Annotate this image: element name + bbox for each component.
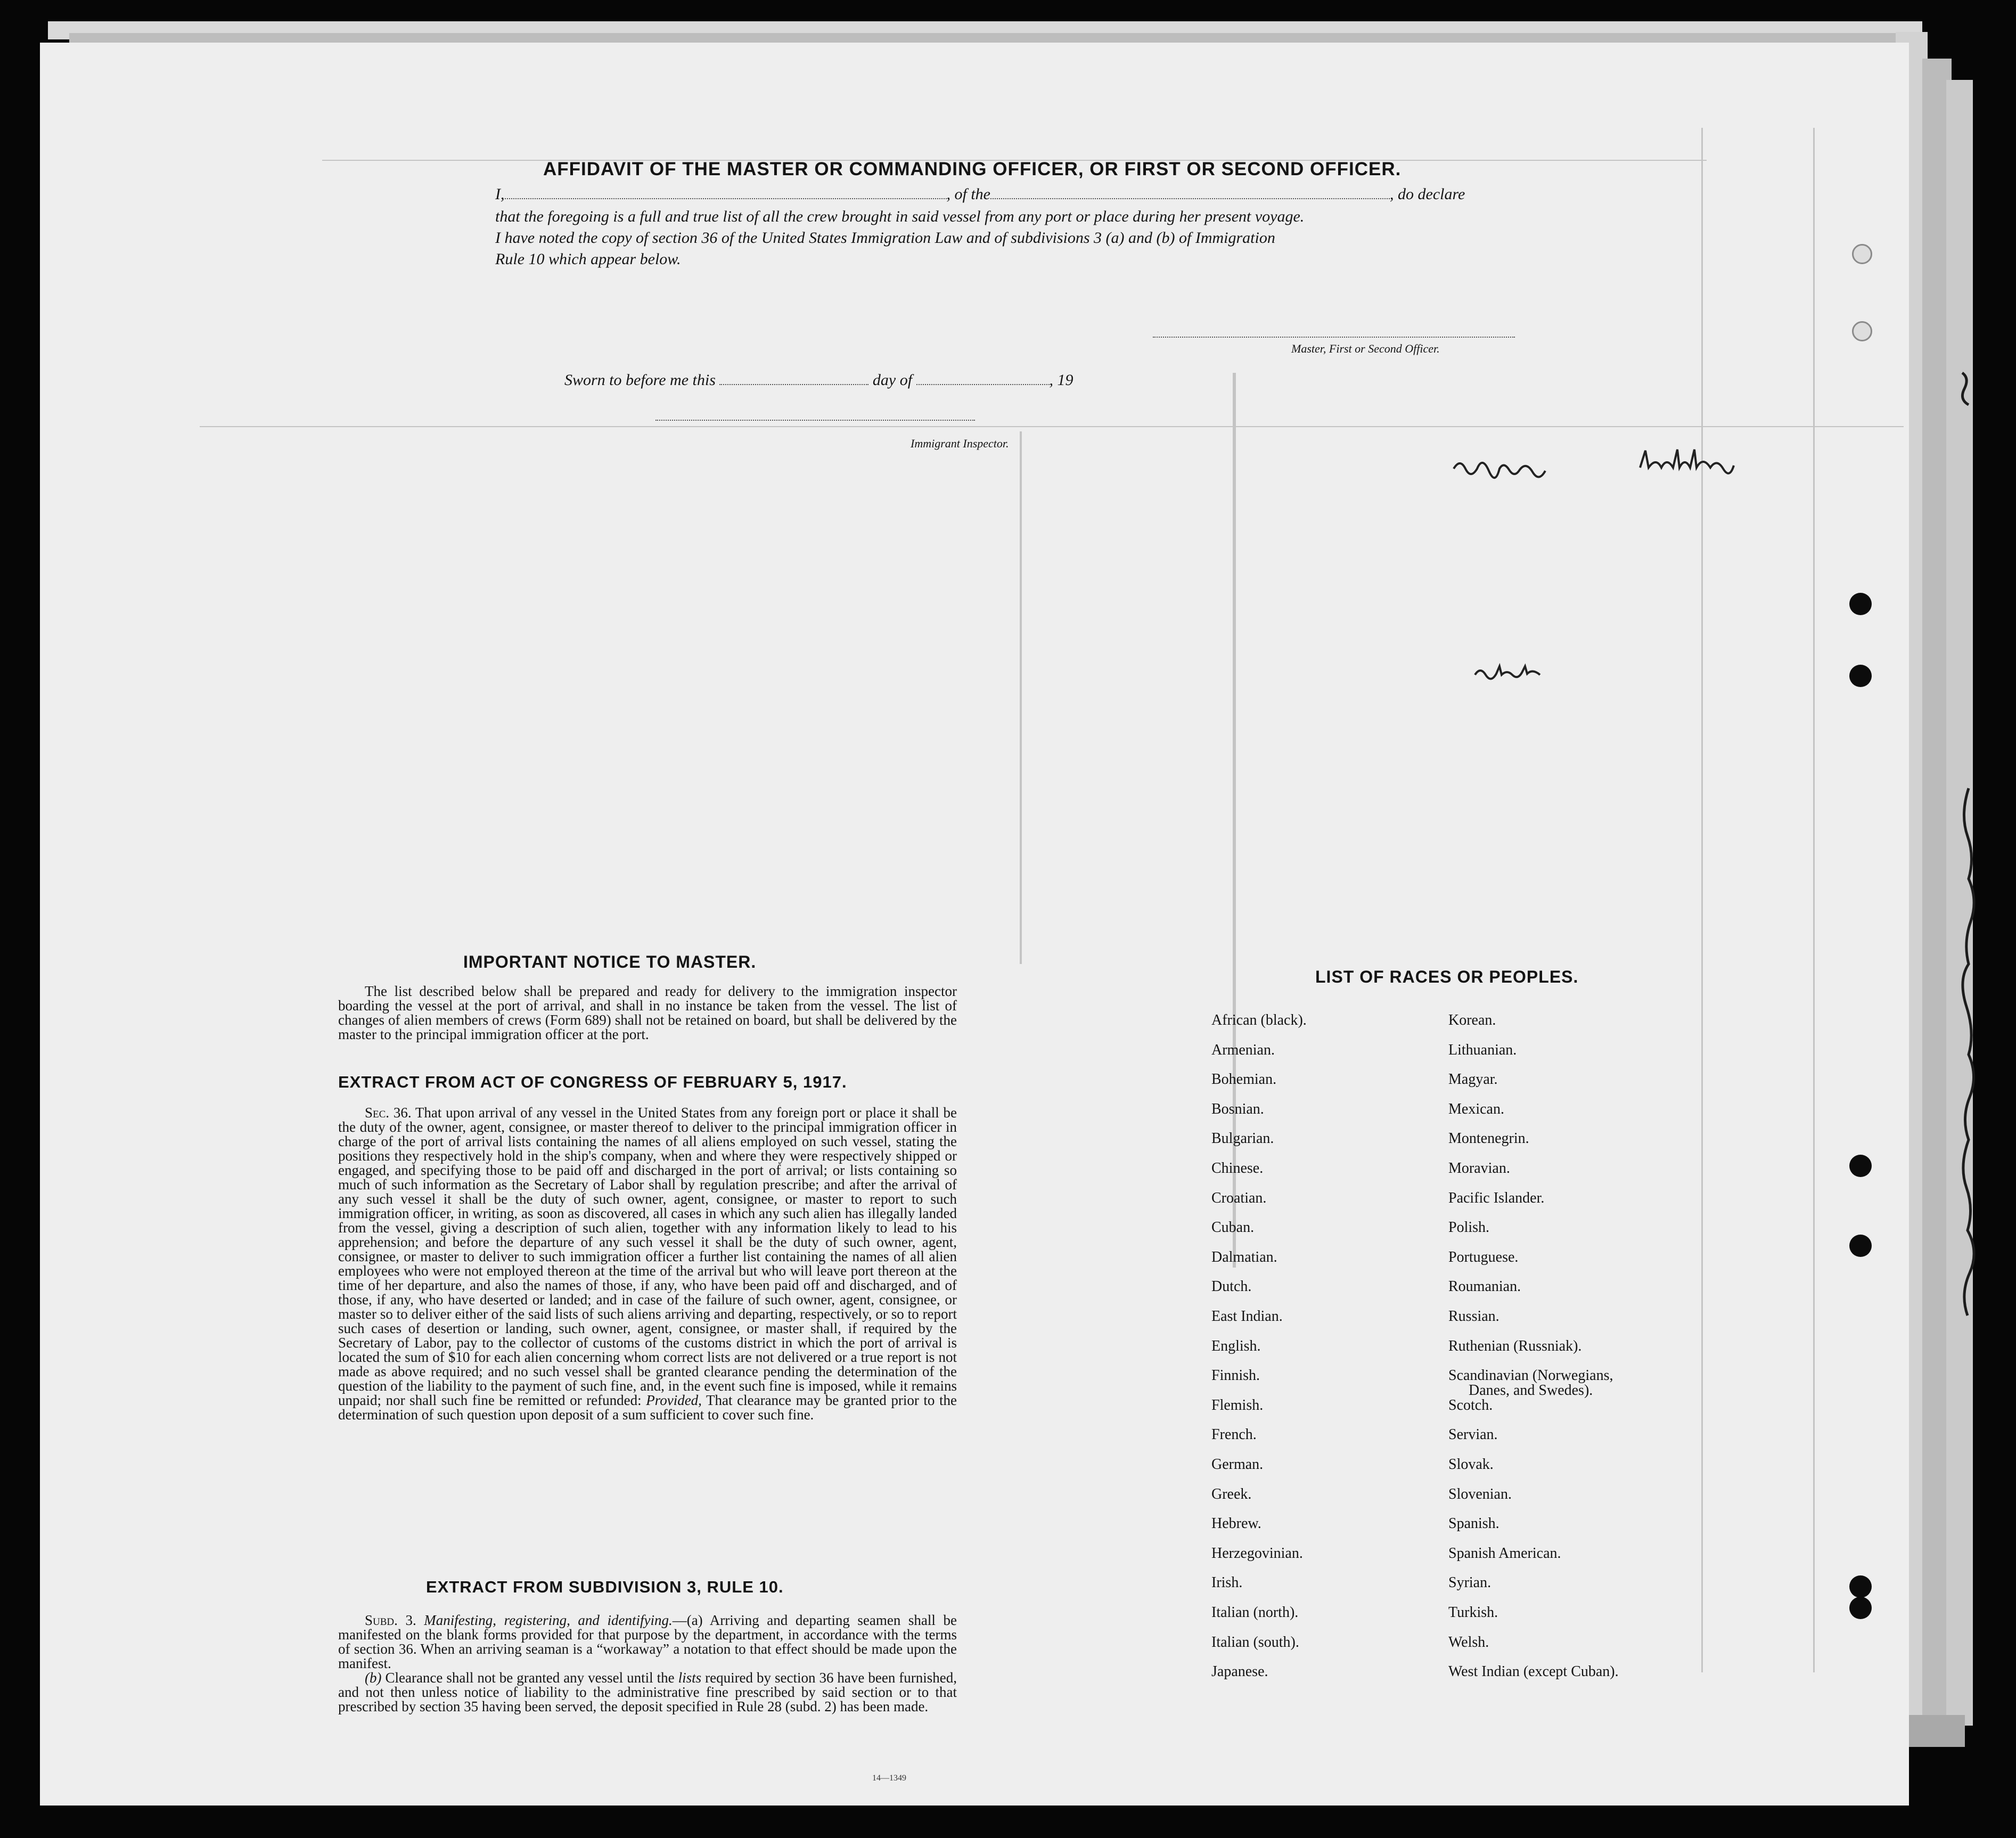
section-36-end: That clearance may be granted prior to the determination of such question upon deposit of a sum sufficient to cover such fine. xyxy=(338,1392,957,1423)
affidavit-i: I, xyxy=(495,185,505,203)
race-item: Armenian. xyxy=(1211,1041,1275,1058)
affidavit-line-4: Rule 10 which appear below. xyxy=(495,250,681,268)
bleed-through-rule xyxy=(1020,431,1022,964)
race-item: African (black). xyxy=(1211,1012,1307,1028)
race-item: Pacific Islander. xyxy=(1448,1189,1545,1206)
extract-act-title: EXTRACT FROM ACT OF CONGRESS OF FEBRUARY 5, 1917. xyxy=(338,1073,847,1091)
binder-hole xyxy=(1849,593,1872,615)
bleed-through-rule xyxy=(1813,128,1815,1672)
race-item: Roumanian. xyxy=(1448,1278,1521,1295)
para-b-label: (b) xyxy=(365,1670,382,1686)
race-item: Scotch. xyxy=(1448,1396,1493,1414)
manifest-sheet xyxy=(40,43,1909,1806)
signature-caption: Master, First or Second Officer. xyxy=(1291,342,1440,355)
race-item: Hebrew. xyxy=(1211,1515,1261,1532)
race-item: Slovenian. xyxy=(1448,1485,1512,1502)
race-item: Turkish. xyxy=(1448,1604,1498,1621)
inspector-signature-line[interactable] xyxy=(655,420,975,421)
section-36-text: That upon arrival of any vessel in the United States from any foreign port or place it shall be the duty of the owner, agent, consignee, or master thereof to deliver to the principal immigration officer in charge of the port of arrival lists containing the names of all aliens employed on such vessel, stating the positions they respectively hold in the ship's company, when and where they were respectively shipped or engaged, and specifying those to be paid off and discharged in the port of arrival; or lists containing so much of such information as the Secretary of Labor shall by regulation prescribe; and after the arrival of any such vessel it shall be the duty of such owner, agent, consignee, or master to report to such immigration officer, in writing, as soon as discovered, all cases in which any such alien has illegally landed from the vessel, giving a description of such alien, together with any information likely to lead to his apprehension; and before the departure of any such vessel it shall be the duty of such owner, agent, consignee, or master to deliver to such immigration officer a further list containing the names of all alien employees who were not employed thereon at the time of the arrival but who will leave port thereon at the time of her departure, and also the names of those, if any, who have been paid off and discharged, and of those, if any, who have deserted or landed; and in case of the failure of such owner, agent, consignee, or master so to deliver either of the said lists of such aliens arriving and departing, respectively, or so to report such cases of desertion or landing, such owner, agent, consignee, or master shall, if required by the Secretary of Labor, pay to the collector of customs of the customs district in which the port of arrival is located the sum of $10 for each alien concerning whom correct lists are not delivered or a true report is not made as above required; and no such vessel shall be granted clearance pending the determination of the question of the liability to the payment of such fine, and, in the event such fine is imposed, while it remains unpaid; nor shall such fine be remitted or refunded: xyxy=(338,1105,957,1408)
binder-hole xyxy=(1849,1235,1872,1257)
race-item: Syrian. xyxy=(1448,1574,1491,1591)
handwriting-scribble xyxy=(1451,453,1552,479)
affidavit-title: AFFIDAVIT OF THE MASTER OR COMMANDING OFFICER, OR FIRST OR SECOND OFFICER. xyxy=(543,159,1402,179)
race-item: Korean. xyxy=(1448,1012,1496,1028)
notice-body: The list described below shall be prepared and ready for delivery to the immigration inspector boarding the vessel at the port of arrival, and shall in no instance be taken from the vessel. The list of changes of alien members of crews (Form 689) shall not be retained on board, but shall be delivered by the master to the principal immigration officer at the port. xyxy=(338,983,957,1042)
race-item: French. xyxy=(1211,1426,1257,1443)
race-item: Lithuanian. xyxy=(1448,1041,1517,1058)
race-item: Dutch. xyxy=(1211,1278,1252,1295)
sworn-day-of: day of xyxy=(872,371,913,389)
sworn-month-blank[interactable] xyxy=(916,384,1050,385)
race-item: Ruthenian (Russniak). xyxy=(1448,1337,1582,1354)
subd-heading: Manifesting, registering, and identifying. xyxy=(424,1612,673,1628)
sworn-year: , 19 xyxy=(1049,371,1073,389)
race-item: Japanese. xyxy=(1211,1663,1268,1680)
vessel-blank[interactable] xyxy=(990,198,1390,199)
race-item: German. xyxy=(1211,1456,1264,1473)
subd-para-a: —(a) Arriving and departing seamen shall be manifested on the blank forms provided for that purpose by the department, in accordance with the terms of section 36. When an arriving seaman is a “workaway” a notation to that effect should be made upon the manifest. xyxy=(338,1612,957,1671)
races-title: LIST OF RACES OR PEOPLES. xyxy=(1315,967,1579,986)
sworn-prefix: Sworn to before me this xyxy=(564,371,716,389)
handwriting-scribble xyxy=(1472,661,1552,683)
race-item: Danes, and Swedes). xyxy=(1469,1382,1593,1399)
race-item: Russian. xyxy=(1448,1308,1499,1325)
race-item: Slovak. xyxy=(1448,1456,1494,1473)
handwriting-margin-note xyxy=(1952,362,1984,1321)
race-item: Montenegrin. xyxy=(1448,1130,1529,1147)
race-item: Chinese. xyxy=(1211,1160,1264,1177)
section-label: Sec. 36. xyxy=(365,1105,412,1121)
para-b-text-2: required by section 36 have been furnished, and not then unless notice of liability to the administrative fine prescribed by said section or to that prescribed by section 35 having been served, the deposit specified in Rule 28 (subd. 2) has been made. xyxy=(338,1670,957,1714)
affidavit-line-2: that the foregoing is a full and true list of all the crew brought in said vessel from any port or place during her present voyage. xyxy=(495,208,1305,225)
race-item: Polish. xyxy=(1448,1219,1490,1236)
binder-hole xyxy=(1849,1155,1872,1177)
provided-word: Provided, xyxy=(646,1392,702,1408)
binder-hole xyxy=(1849,1575,1872,1598)
section-36-body xyxy=(338,1106,957,1422)
race-item: Italian (south). xyxy=(1211,1633,1299,1651)
sworn-day-blank[interactable] xyxy=(719,384,868,385)
race-item: Moravian. xyxy=(1448,1160,1510,1177)
binder-hole xyxy=(1849,1597,1872,1619)
affidavit-declare: , do declare xyxy=(1390,185,1465,203)
rule-10-body xyxy=(338,1613,957,1714)
sworn-line xyxy=(564,371,1073,389)
race-item: Cuban. xyxy=(1211,1219,1255,1236)
signature-line[interactable] xyxy=(1153,337,1515,338)
subd-label: Subd. 3. xyxy=(365,1612,416,1628)
affidavit-line-declare xyxy=(495,185,1465,203)
race-item: Herzegovinian. xyxy=(1211,1545,1303,1562)
race-item: East Indian. xyxy=(1211,1308,1283,1325)
race-item: Bulgarian. xyxy=(1211,1130,1274,1147)
race-item: Scandinavian (Norwegians, xyxy=(1448,1367,1613,1384)
affidavit-line-3: I have noted the copy of section 36 of the United States Immigration Law and of subdivisions 3 (a) and (b) of Immigration xyxy=(495,229,1275,247)
handwriting-scribble xyxy=(1637,446,1755,478)
inspector-caption: Immigrant Inspector. xyxy=(911,437,1009,450)
name-blank[interactable] xyxy=(505,198,947,199)
race-item: Portuguese. xyxy=(1448,1248,1519,1265)
race-item: Bohemian. xyxy=(1211,1071,1277,1088)
race-item: Magyar. xyxy=(1448,1071,1498,1088)
race-item: Flemish. xyxy=(1211,1396,1264,1414)
race-item: English. xyxy=(1211,1337,1261,1354)
race-item: Croatian. xyxy=(1211,1189,1267,1206)
race-item: Mexican. xyxy=(1448,1100,1504,1117)
binder-hole xyxy=(1852,321,1872,341)
binder-hole xyxy=(1849,665,1872,687)
bleed-through-rule xyxy=(1701,128,1703,1672)
binder-hole xyxy=(1852,244,1872,264)
race-item: West Indian (except Cuban). xyxy=(1448,1663,1619,1680)
race-item: Servian. xyxy=(1448,1426,1498,1443)
para-b-lists: lists xyxy=(678,1670,702,1686)
race-item: Spanish American. xyxy=(1448,1545,1561,1562)
race-item: Welsh. xyxy=(1448,1633,1489,1651)
race-item: Finnish. xyxy=(1211,1367,1260,1384)
race-item: Bosnian. xyxy=(1211,1100,1264,1117)
extract-rule-title: EXTRACT FROM SUBDIVISION 3, RULE 10. xyxy=(426,1578,784,1596)
affidavit-of-the: , of the xyxy=(946,185,990,203)
bleed-through-rule xyxy=(200,426,1904,427)
race-item: Dalmatian. xyxy=(1211,1248,1277,1265)
para-b-text-1: Clearance shall not be granted any vessel until the xyxy=(385,1670,675,1686)
race-item: Spanish. xyxy=(1448,1515,1499,1532)
race-item: Irish. xyxy=(1211,1574,1243,1591)
rule-para-b xyxy=(338,1671,957,1714)
race-item: Greek. xyxy=(1211,1485,1252,1502)
rule-para-a xyxy=(338,1613,957,1671)
race-item: Italian (north). xyxy=(1211,1604,1299,1621)
notice-title: IMPORTANT NOTICE TO MASTER. xyxy=(463,952,757,971)
form-number: 14—1349 xyxy=(872,1774,906,1783)
